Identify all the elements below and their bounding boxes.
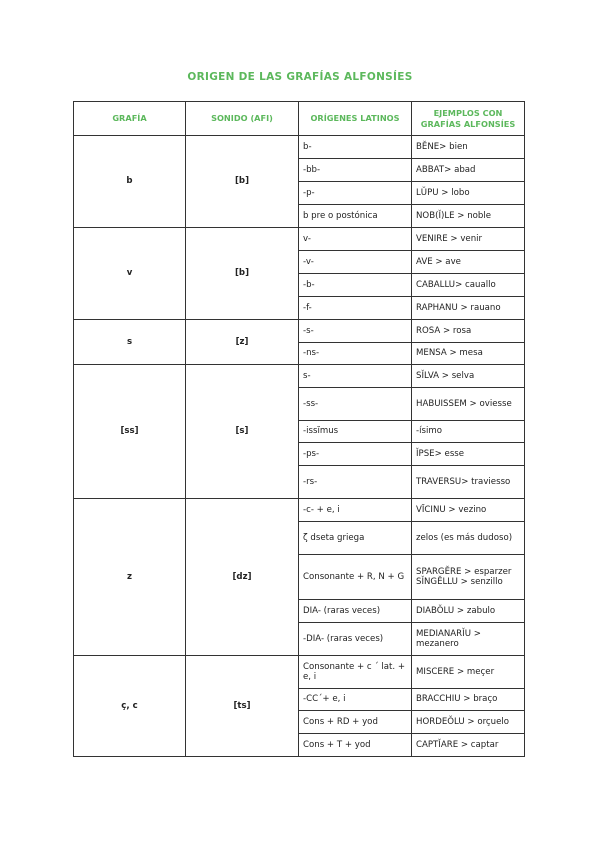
cell-origen: b pre o postónica — [299, 205, 412, 228]
cell-ejemplo: -ísimo — [412, 421, 525, 443]
table-row — [74, 365, 525, 388]
cell-ejemplo: ROSA > rosa — [412, 320, 525, 343]
cell-origen: -CC´+ e, i — [299, 689, 412, 711]
cell-origen: Cons + T + yod — [299, 734, 412, 757]
cell-origen: Consonante + c ´ lat. + e, i — [299, 656, 412, 689]
cell-ejemplo: MISCERE > meçer — [412, 656, 525, 689]
header-sonido: SONIDO (AFI) — [186, 102, 299, 136]
grafias-table — [73, 101, 525, 757]
cell-origen: -DIA- (raras veces) — [299, 623, 412, 656]
cell-origen: Cons + RD + yod — [299, 711, 412, 734]
table-header — [74, 102, 525, 136]
cell-origen: v- — [299, 228, 412, 251]
cell-ejemplo: VĪCINU > vezino — [412, 499, 525, 522]
cell-ejemplo: DIABŎLU > zabulo — [412, 600, 525, 623]
cell-origen: -b- — [299, 274, 412, 297]
cell-grafia: [ss] — [74, 365, 186, 499]
cell-ejemplo: RAPHANU > rauano — [412, 297, 525, 320]
cell-ejemplo: NOB(Ĭ)LE > noble — [412, 205, 525, 228]
cell-origen: ζ dseta griega — [299, 522, 412, 555]
cell-ejemplo: HORDEŎLU > orçuelo — [412, 711, 525, 734]
cell-ejemplo: AVE > ave — [412, 251, 525, 274]
cell-ejemplo: LŬPU > lobo — [412, 182, 525, 205]
cell-origen: -v- — [299, 251, 412, 274]
header-origenes: ORÍGENES LATINOS — [299, 102, 412, 136]
cell-origen: -p- — [299, 182, 412, 205]
table-row — [74, 656, 525, 689]
cell-sonido: [b] — [186, 136, 299, 228]
header-ejemplos: EJEMPLOS CON GRAFÍAS ALFONSÍES — [412, 102, 525, 136]
cell-grafia: b — [74, 136, 186, 228]
cell-origen: Consonante + R, N + G — [299, 555, 412, 600]
cell-origen: -bb- — [299, 159, 412, 182]
cell-sonido: [ts] — [186, 656, 299, 757]
cell-ejemplo: SPARGĔRE > esparzer SĬNGĔLLU > senzillo — [412, 555, 525, 600]
cell-sonido: [z] — [186, 320, 299, 365]
cell-ejemplo: CAPTĬARE > captar — [412, 734, 525, 757]
cell-origen: -ps- — [299, 443, 412, 466]
cell-ejemplo: MEDIANARĬU > mezanero — [412, 623, 525, 656]
cell-ejemplo: HABUISSEM > oviesse — [412, 388, 525, 421]
cell-origen: DIA- (raras veces) — [299, 600, 412, 623]
cell-ejemplo: CABALLU> cauallo — [412, 274, 525, 297]
page-title: ORIGEN DE LAS GRAFÍAS ALFONSÍES — [187, 71, 413, 83]
table-row — [74, 320, 525, 343]
table-row — [74, 136, 525, 159]
header-grafia: GRAFÍA — [74, 102, 186, 136]
cell-grafia: ç, c — [74, 656, 186, 757]
cell-ejemplo: ABBAT> abad — [412, 159, 525, 182]
table-row — [74, 228, 525, 251]
cell-origen: -c- + e, i — [299, 499, 412, 522]
cell-origen: s- — [299, 365, 412, 388]
table-body — [74, 136, 525, 757]
cell-origen: b- — [299, 136, 412, 159]
header-row — [74, 102, 525, 136]
cell-origen: -s- — [299, 320, 412, 343]
cell-origen: -f- — [299, 297, 412, 320]
cell-grafia: s — [74, 320, 186, 365]
cell-grafia: v — [74, 228, 186, 320]
cell-ejemplo: MENSA > mesa — [412, 343, 525, 365]
cell-origen: -rs- — [299, 466, 412, 499]
table-row — [74, 499, 525, 522]
cell-sonido: [dz] — [186, 499, 299, 656]
cell-sonido: [s] — [186, 365, 299, 499]
cell-ejemplo: BĔNE> bien — [412, 136, 525, 159]
cell-sonido: [b] — [186, 228, 299, 320]
cell-ejemplo: BRACCHIU > braço — [412, 689, 525, 711]
cell-origen: -ns- — [299, 343, 412, 365]
cell-ejemplo: ĬPSE> esse — [412, 443, 525, 466]
cell-ejemplo: VENIRE > venir — [412, 228, 525, 251]
cell-origen: -issĭmus — [299, 421, 412, 443]
cell-ejemplo: TRAVERSU> traviesso — [412, 466, 525, 499]
cell-ejemplo: zelos (es más dudoso) — [412, 522, 525, 555]
cell-grafia: z — [74, 499, 186, 656]
cell-origen: -ss- — [299, 388, 412, 421]
cell-ejemplo: SĬLVA > selva — [412, 365, 525, 388]
